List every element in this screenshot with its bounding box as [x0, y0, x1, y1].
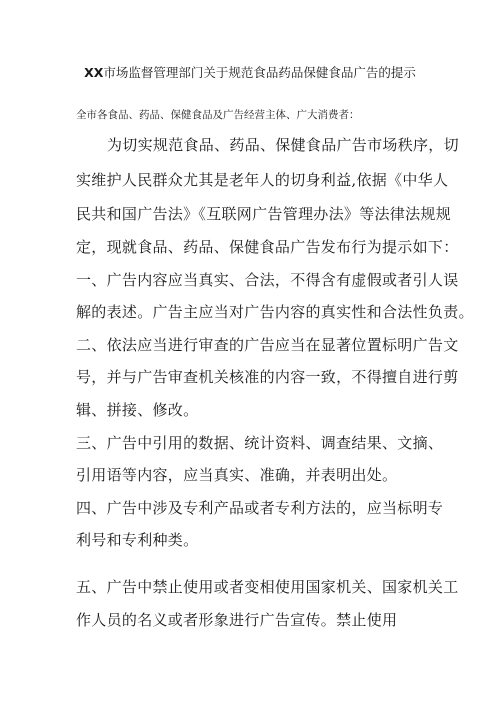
paragraph-line: 解的表述。广告主应当对广告内容的真实性和合法性负责。: [76, 303, 474, 321]
paragraph-line: 实维护人民群众尤其是老年人的切身利益,依据《中华人: [76, 171, 449, 189]
paragraph-line: 民共和国广告法》《互联网广告管理办法》等法律法规规: [76, 205, 452, 223]
paragraph-line: 四、广告中涉及专利产品或者专利方法的，应当标明专: [76, 499, 444, 517]
paragraph-line: 定，现就食品、药品、保健食品广告发布行为提示如下：: [76, 238, 459, 256]
paragraph-line: 号，并与广告审查机关核准的内容一致，不得擅自进行剪: [76, 368, 459, 386]
paragraph-line: 为切实规范食品、药品、保健食品广告市场秩序，切: [107, 136, 459, 154]
paragraph-line: 利号和专利种类。: [76, 531, 199, 549]
paragraph-line: 作人员的名义或者形象进行广告宣传。禁止使用: [76, 611, 398, 629]
paragraph-line: 辑、拼接、修改。: [76, 401, 199, 419]
paragraph-line: 三、广告中引用的数据、统计资料、调查结果、文摘、: [76, 434, 444, 452]
paragraph-line: 二、依法应当进行审查的广告应当在显著位置标明广告文: [76, 336, 459, 354]
paragraph-line: 五、广告中禁止使用或者变相使用国家机关、国家机关工: [76, 578, 459, 596]
paragraph-line: 引用语等内容，应当真实、准确，并表明出处。: [76, 466, 398, 484]
addressee-line: 全市各食品、药品、保健食品及广告经营主体、广大消费者：: [76, 109, 360, 121]
title-text: 市场监督管理部门关于规范食品药品保健食品广告的提示: [103, 65, 416, 80]
paragraph-line: 一、广告内容应当真实、合法，不得含有虚假或者引人误: [76, 271, 459, 289]
title-prefix: XX: [84, 65, 104, 80]
document-title: [0, 64, 500, 82]
